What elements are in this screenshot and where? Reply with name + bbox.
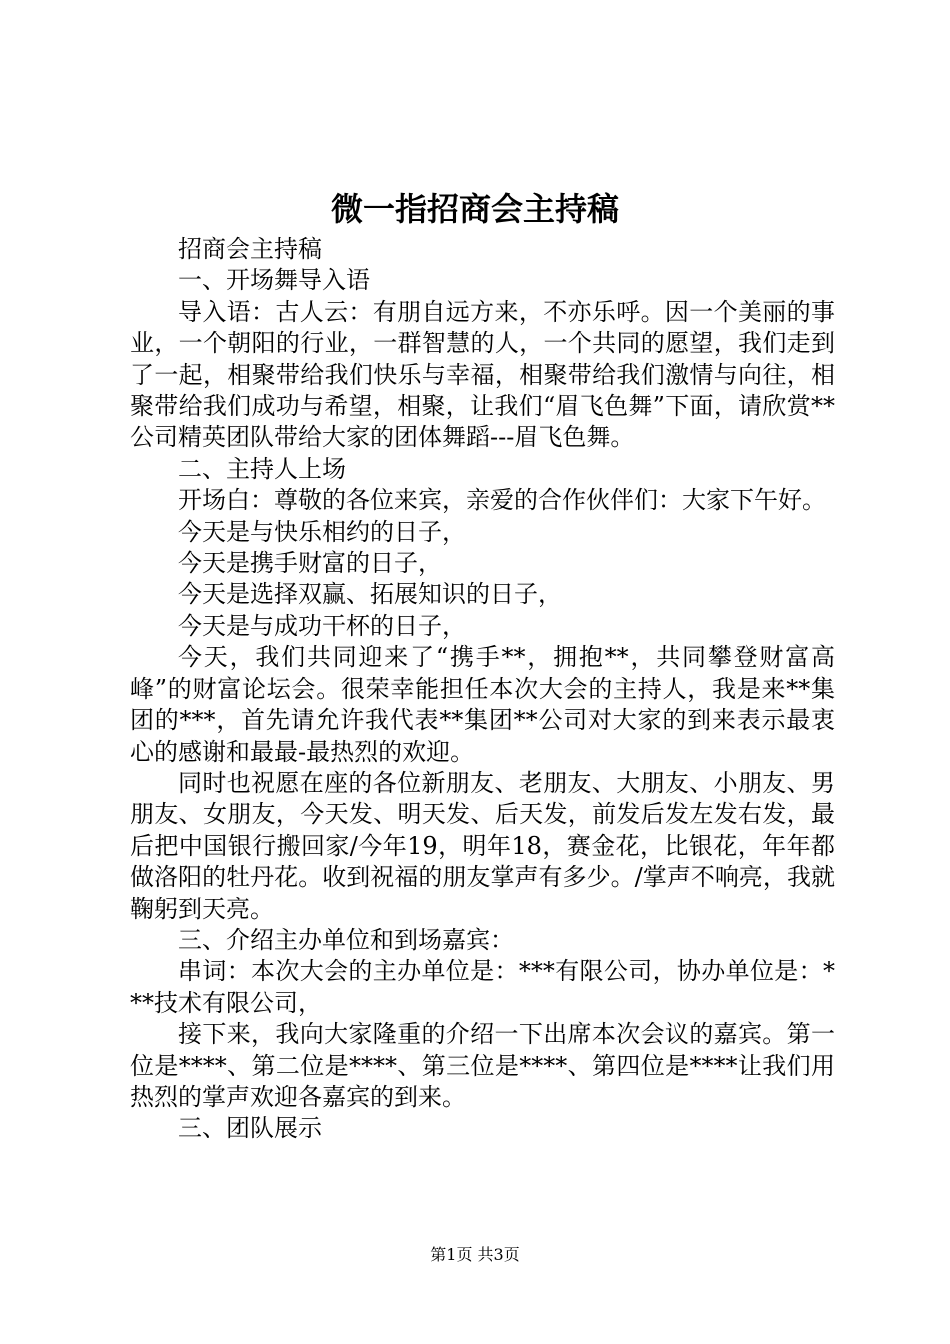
section-heading: 三、介绍主办单位和到场嘉宾： — [178, 925, 514, 954]
document-body — [130, 234, 835, 1145]
section-heading: 二、主持人上场 — [178, 454, 346, 483]
document-title: 微一指招商会主持稿 — [330, 190, 619, 228]
paragraph: 今天是选择双赢、拓展知识的日子， — [178, 580, 562, 609]
paragraph: 串词：本次大会的主办单位是：***有限公司，协办单位是：***技术有限公司， — [130, 957, 835, 1017]
page-footer: 第1页 共3页 — [430, 1245, 520, 1264]
paragraph: 今天是携手财富的日子， — [178, 549, 442, 578]
paragraph: 导入语：古人云：有朋自远方来，不亦乐呼。因一个美丽的事业，一个朝阳的行业，一群智慧的人，一个共同的愿望，我们走到了一起，相聚带给我们快乐与幸福，相聚带给我们激情与向往，相聚带给我们成功与希望，相聚，让我们“眉飞色舞”下面，请欣赏**公司精英团队带给大家的团体舞蹈---眉飞色舞。 — [130, 297, 835, 452]
paragraph: 今天是与快乐相约的日子， — [178, 517, 466, 546]
paragraph: 今天是与成功干杯的日子， — [178, 611, 466, 640]
paragraph: 同时也祝愿在座的各位新朋友、老朋友、大朋友、小朋友、男朋友、女朋友，今天发、明天发、后天发，前发后发左发右发，最后把中国银行搬回家/今年19，明年18，赛金花，比银花，年年都做洛阳的牡丹花。收到祝福的朋友掌声有多少。/掌声不响亮，我就鞠躬到天亮。 — [130, 768, 835, 923]
paragraph: 招商会主持稿 — [178, 235, 322, 263]
paragraph: 开场白：尊敬的各位来宾，亲爱的合作伙伴们：大家下午好。 — [178, 486, 826, 515]
paragraph: 今天，我们共同迎来了“携手**，拥抱**，共同攀登财富高峰”的财富论坛会。很荣幸能担任本次大会的主持人，我是来**集团的***，首先请允许我代表**集团**公司对大家的到来表示最衷心的感谢和最最-最热烈的欢迎。 — [130, 643, 835, 766]
paragraph: 接下来，我向大家隆重的介绍一下出席本次会议的嘉宾。第一位是****、第二位是****、第三位是****、第四位是****让我们用热烈的掌声欢迎各嘉宾的到来。 — [130, 1020, 835, 1111]
section-heading: 一、开场舞导入语 — [178, 266, 370, 295]
section-heading: 三、团队展示 — [178, 1114, 322, 1143]
